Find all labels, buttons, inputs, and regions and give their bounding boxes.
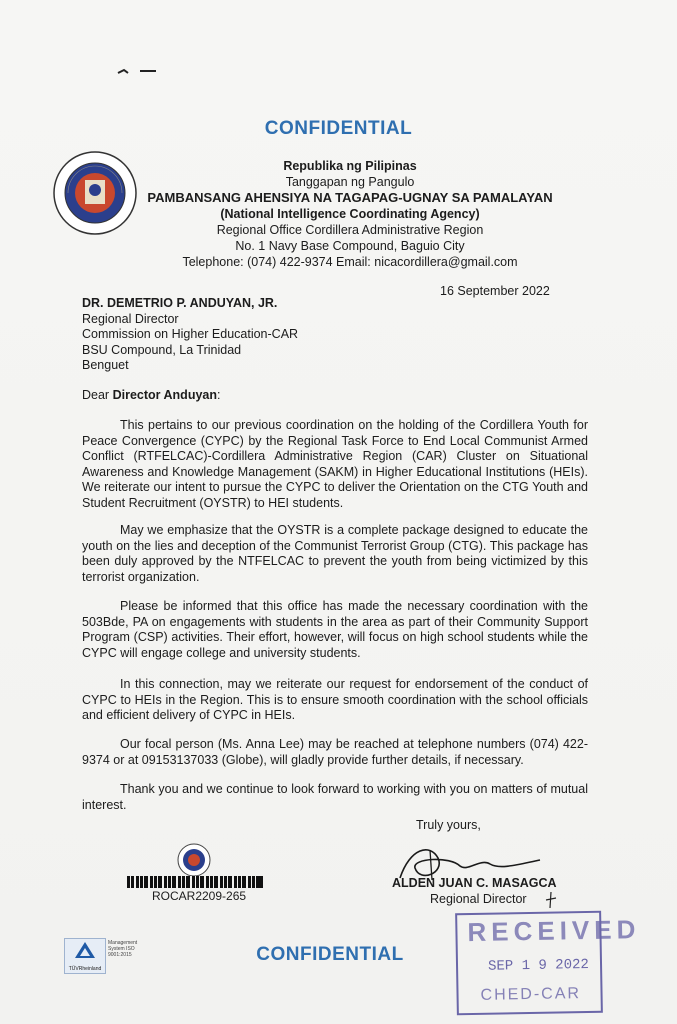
stamp-date: SEP 1 9 2022: [487, 956, 590, 975]
letterhead-republic: Republika ng Pilipinas: [283, 159, 417, 173]
closing: Truly yours,: [416, 818, 481, 832]
paragraph-1: This pertains to our previous coordination on the holding of the Cordillera Youth for Peace Convergence (CYPC) by the Regional Task Force to End Local Communist Armed Conflict (RTFELCAC)-Cordillera Administrative Region (CAR) Cluster on Situational Awareness and Knowledge Management (SAKM) in Higher Educational Institutions (HEIs). We reiterate our intent to pursue the CYPC to deliver the Orientation on the CTG Youth and Student Recruitment (OYSTR) to HEI students.: [82, 418, 588, 510]
recipient-org: Commission on Higher Education-CAR: [82, 327, 299, 341]
letterhead-contact: Telephone: (074) 422-9374 Email: nicacordillera@gmail.com: [182, 255, 518, 269]
recipient-address-1: BSU Compound, La Trinidad: [82, 342, 242, 357]
barcode-reference: ROCAR2209-265: [152, 889, 247, 903]
letterhead: [140, 158, 560, 270]
salutation: [82, 388, 220, 404]
paragraph-5: Our focal person (Ms. Anna Lee) may be reached at telephone numbers (074) 422-9374 or at 09153137033 (Globe), will gladly provide further details, if necessary.: [82, 737, 588, 767]
confidential-footer: CONFIDENTIAL: [256, 944, 404, 965]
salutation-prefix: Dear: [82, 388, 113, 402]
small-seal-logo: [176, 842, 212, 878]
letterhead-agency: PAMBANSANG AHENSIYA NA TAGAPAG-UGNAY SA PAMALAYAN: [147, 190, 553, 205]
initial-mark: [544, 890, 558, 910]
stamp-word: RECEIVED: [467, 914, 641, 948]
tuv-brand: TÜVRheinland: [68, 966, 102, 972]
paragraph-4: In this connection, may we reiterate our request for endorsement of the conduct of CYPC to HEIs in the Region. This is to ensure smooth coordination with the school officials and efficient delivery of CYPC in HEIs.: [82, 677, 588, 722]
iso-caption: Management System ISO 9001:2015: [108, 940, 138, 958]
letter-date: 16 September 2022: [440, 284, 550, 298]
paragraph-3: Please be informed that this office has made the necessary coordination with the 503Bde, PA on engagements with students in the area as part of their Community Support Program (CSP) activities. Their effort, however, will focus on high school students while the CYPC will engage college and university students.: [82, 599, 588, 660]
recipient-name: DR. DEMETRIO P. ANDUYAN, JR.: [82, 296, 278, 310]
scan-mark: [116, 62, 160, 70]
salutation-name: Director Anduyan: [112, 388, 217, 402]
letterhead-regional-office: Regional Office Cordillera Administrative Region: [216, 223, 484, 237]
letterhead-agency-english: (National Intelligence Coordinating Agency): [220, 207, 480, 221]
stamp-office: CHED-CAR: [480, 985, 582, 1004]
salutation-suffix: :: [217, 388, 221, 402]
letterhead-address: No. 1 Navy Base Compound, Baguio City: [235, 239, 465, 253]
recipient-block: [82, 296, 298, 374]
barcode: [127, 876, 263, 888]
letterhead-office: Tanggapan ng Pangulo: [285, 175, 415, 189]
confidential-header: CONFIDENTIAL: [264, 118, 413, 139]
nica-seal-logo: [52, 150, 138, 236]
paragraph-6: Thank you and we continue to look forward to working with you on matters of mutual interest.: [82, 782, 588, 812]
signatory-name: ALDEN JUAN C. MASAGCA: [392, 876, 557, 890]
received-stamp: [455, 911, 641, 1016]
signatory-title: Regional Director: [430, 892, 527, 906]
paragraph-2: May we emphasize that the OYSTR is a complete package designed to educate the youth on the lies and deception of the Communist Terrorist Group (CTG). This package has been duly approved by the NTFELCAC to prevent the youth from being victimized by this terrorist organization.: [82, 523, 588, 584]
recipient-title: Regional Director: [82, 311, 179, 326]
recipient-address-2: Benguet: [82, 358, 129, 372]
